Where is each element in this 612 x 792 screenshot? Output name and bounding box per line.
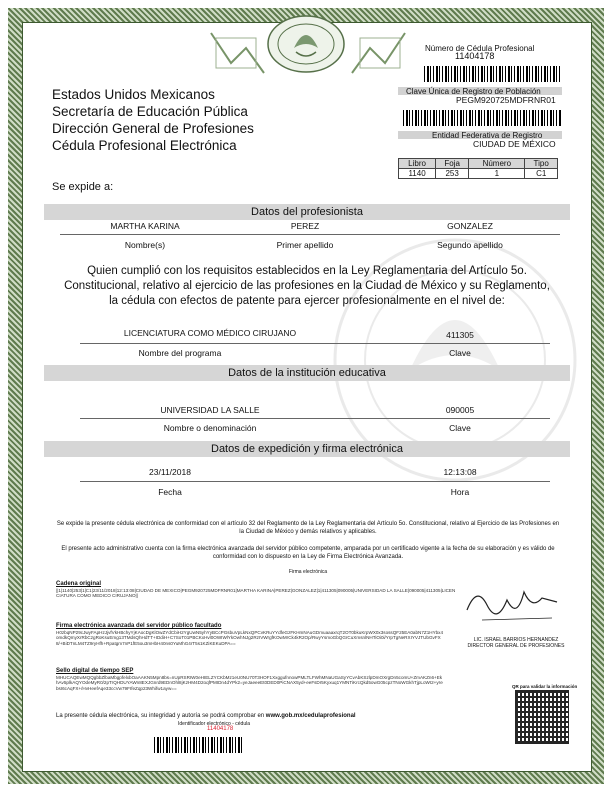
statement-line-1: Quien cumplió con los requisitos establecidos en la Ley Reglamentaria del Artículo 5o.	[87, 265, 527, 277]
fecha-label: Fecha	[158, 487, 182, 497]
numero-barcode	[424, 66, 562, 82]
sello-text: MHUCAQEwMQQgbbZlbaMbgpfelxbOaAAKN5Mpn8bs=nUpRSRIW0eHIELZYCKbMz1eU0NU70T3HOF1XxggufnnowPMLTLFWhMNaUGaSyYCvAbKSzlpDmOXrgDn5comU+ZmAKZn6+EkhAv5plkAQYOdeMyR0/2pTrQHDUYAWn8EXJGnrd9EDnOhl8jKzHM4D2oqfPMIDn4dYPk2=yeJaeeeEt0DED0PiCNAX5yd+eeFsDr5Kyxuq1YMNTiKrcQkd5owG05cpzTNoWGkhTjpLoWI2+yrebsI6cAqFX+/HvHeefAqe33ccVw79FIfeZqp23Whifw1ayw==	[56, 675, 443, 691]
cadena-label: Cadena original	[56, 581, 102, 587]
institucion-label: Nombre o denominación	[163, 423, 257, 433]
section-expedicion: Datos de expedición y firma electrónica	[44, 441, 570, 457]
legal-paragraph-2: El presente acto administrativo cuenta con la firma electrónica avanzada del servidor público competente, amparada por un certificado vigente a la fecha de su elaboración y es válido de conformidad con lo dispuesto en la Ley de Firma Electrónica Avanzada.	[61, 546, 555, 560]
fecha-value: 23/11/2018	[149, 467, 191, 477]
registry-table	[398, 158, 558, 179]
identificador-label: Identificador electrónico - cédula	[178, 721, 250, 727]
entidad-label: Entidad Federativa de Registro	[432, 131, 543, 140]
statement-line-2: Constitucional, relativo al ejercicio de las profesiones en la Ciudad de México y su Reglamento,	[64, 280, 550, 292]
integrity-url[interactable]: www.gob.mx/cedulaprofesional	[265, 713, 356, 719]
firma-label: Firma electrónica avanzada del servidor público facultado	[56, 623, 222, 629]
hora-value: 12:13:08	[443, 467, 477, 477]
watermark-seal-icon	[330, 210, 580, 510]
firma-heading: Firma electrónica	[288, 569, 328, 575]
signer-block	[466, 637, 566, 649]
integrity-note	[56, 713, 356, 719]
libro-header: Libro	[399, 159, 436, 169]
programa-value: LICENCIATURA COMO MÉDICO CIRUJANO	[123, 328, 297, 338]
tipo-value: C1	[525, 169, 558, 179]
title-direccion: Dirección General de Profesiones	[52, 121, 254, 136]
numero-value-cell: 1	[469, 169, 525, 179]
institucion-value: UNIVERSIDAD LA SALLE	[160, 405, 260, 415]
curp-label: Clave Única de Registro de Población	[406, 87, 541, 96]
numero-label: Número de Cédula Profesional	[425, 44, 535, 53]
foja-header: Foja	[436, 159, 469, 169]
title-cedula: Cédula Profesional Electrónica	[52, 138, 237, 153]
signer-name: LIC. ISRAEL BARRIOS HERNANDEZ	[473, 637, 559, 643]
segundo-apellido-value: GONZALEZ	[447, 221, 493, 231]
programa-clave-label: Clave	[449, 348, 471, 358]
ornament-right-icon	[350, 28, 410, 78]
nombre-value: MARTHA KARINA	[110, 221, 180, 231]
identificador-value: 11404178	[207, 726, 234, 732]
numero-value: 11404178	[455, 51, 495, 61]
entidad-value: CIUDAD DE MÉXICO	[473, 139, 556, 149]
national-seal-icon	[266, 14, 346, 78]
statement	[44, 264, 570, 309]
programa-label: Nombre del programa	[138, 348, 222, 358]
curp-value: PEGM920725MDFRNR01	[456, 95, 556, 105]
signer-title: DIRECTOR GENERAL DE PROFESIONES	[467, 643, 565, 649]
firma-text: H0zbqNP29cJwyFApHzJjvfVkHBchyYjKAocDgKlOwZYdCbiH2YgUwN5yhYyBCcPGsbuVpLkNxQPCvKRuYYdfeGzFKHmNAuGDmuaaaxrqT2OT0bkuKrpWX0x3sossQF25EA0abN7Z1HYbx4omdkQmyXrRbCzgRoKsuEmg13TMdsQhHdTT+IDdiH+C7SoT01PBCKxHvl0OWIWlYkOwhNJg2RzIVWrgfKOwMrCk4kR2Op/RwyYsmoGbQGrCuXmsnlNHTiOi0i/YrpTgNeRXIYVJTUbGvFX8/+BiDTnLM4TZ9ryHfh+Rpatgm7nP1fE5ou3mHbH40ns0YuMhG4rT5s1KZiKEKuDPA==	[56, 630, 444, 646]
expide-label: Se expide a:	[52, 181, 114, 193]
programa-clave-value: 411305	[446, 330, 474, 340]
hora-label: Hora	[450, 487, 470, 497]
ornament-left-icon	[206, 28, 266, 78]
signature-icon	[462, 580, 562, 628]
identificador-barcode	[154, 737, 242, 753]
title-secretaria: Secretaría de Educación Pública	[52, 104, 248, 119]
qr-code-icon[interactable]	[515, 690, 569, 744]
title-country: Estados Unidos Mexicanos	[52, 87, 215, 102]
qr-label: QR para validar la información	[512, 684, 578, 689]
nombre-label: Nombre(s)	[124, 240, 166, 250]
sello-label: Sello digital de tiempo SEP	[56, 668, 134, 674]
numero-header: Número	[469, 159, 525, 169]
libro-value: 1140	[399, 169, 436, 179]
foja-value: 253	[436, 169, 469, 179]
curp-barcode	[403, 110, 562, 126]
segundo-apellido-label: Segundo apellido	[437, 240, 503, 250]
section-profesionista: Datos del profesionista	[44, 204, 570, 220]
institucion-clave-value: 090005	[445, 405, 475, 415]
institucion-clave-label: Clave	[449, 423, 471, 433]
integrity-prefix: La presente cédula electrónica, su integridad y autoría se podrá comprobar en	[56, 713, 266, 719]
cadena-text: ||1|1140|253|1|C1|23/11/2018|12:13:08|CIUDAD DE MEXICO|PEGM920725MDFRNR01|MARTHA KARINA|PEREZ|GONZALEZ|1|411305|090005|UNIVERSIDAD LA SALLE|090005|411305|LICENCIATURA COMO MEDICO CIRUJANO||	[56, 588, 456, 599]
primer-apellido-label: Primer apellido	[276, 240, 334, 250]
statement-line-3: la cédula con efectos de patente para ejercer profesionalmente en el nivel de:	[109, 295, 505, 307]
legal-paragraph-1: Se expide la presente cédula electrónica de conformidad con el artículo 32 del Reglamento de la Ley Reglamentaria del Artículo 5o. Constitucional, relativo al Ejercicio de las Profesiones en la Ciudad de México y demás relativos y aplicables.	[56, 521, 560, 535]
tipo-header: Tipo	[525, 159, 558, 169]
primer-apellido-value: PEREZ	[290, 221, 320, 231]
section-institucion: Datos de la institución educativa	[44, 365, 570, 381]
